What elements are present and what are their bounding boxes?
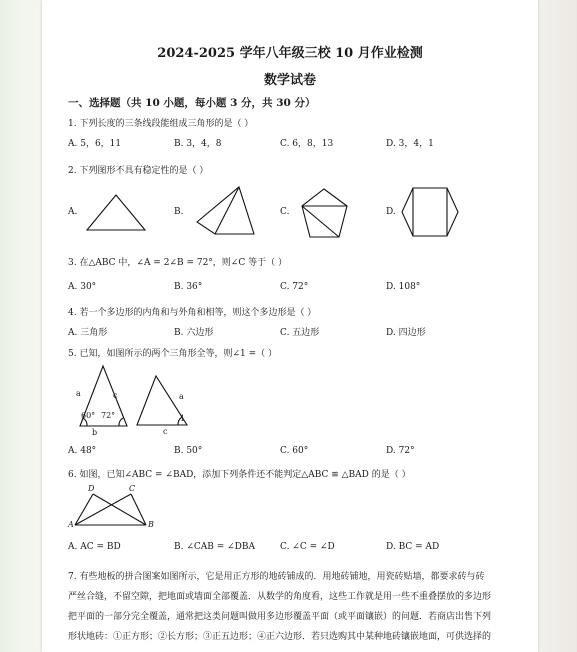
q5-option-c: C. 60°: [280, 446, 309, 456]
question-7-line-2: 严丝合缝，不留空隙，把地面或墙面全部覆盖．从数学的角度看，这些工作就是用一些不重叠摆放的多边形: [68, 592, 492, 602]
q6-option-a: A. AC = BD: [68, 542, 121, 552]
q4-option-a: A. 三角形: [68, 328, 108, 338]
q5-label-1: 1: [180, 414, 186, 423]
q5-option-a: A. 48°: [68, 446, 97, 456]
q2-option-b: B.: [174, 207, 184, 217]
q6-figure: [42, 0, 538, 652]
q5-label-a2: a: [179, 392, 184, 401]
exam-subtitle: 数学试卷: [263, 73, 316, 88]
section-heading: 一、选择题（共 10 小题，每小题 3 分，共 30 分）: [68, 97, 316, 109]
q5-option-d: D. 72°: [386, 446, 415, 456]
question-2: 2. 下列图形不具有稳定性的是（ ）: [68, 166, 209, 176]
q4-option-d: D. 四边形: [386, 328, 426, 338]
q5-label-60: 60°: [81, 411, 96, 420]
q5-label-a: a: [76, 389, 81, 398]
exam-page: [42, 0, 538, 652]
q6-label-b: B: [148, 520, 154, 529]
q4-option-b: B. 六边形: [174, 328, 214, 338]
q5-label-b: b: [92, 428, 98, 437]
q2-option-a: A.: [68, 207, 78, 217]
question-4: 4. 若一个多边形的内角和与外角和相等，则这个多边形是（ ）: [68, 308, 317, 318]
q2-option-d: D.: [386, 207, 396, 217]
q5-label-c2: c: [163, 427, 168, 436]
q4-option-c: C. 五边形: [280, 328, 320, 338]
q2-option-c: C.: [280, 207, 290, 217]
question-7-line-1: 7. 有些地板的拼合图案如图所示，它是用正方形的地砖铺成的．用地砖铺地，用瓷砖贴墙，都要求砖与砖: [68, 572, 485, 582]
q1-option-b: B. 3，4，8: [174, 139, 222, 149]
q5-label-72: 72°: [101, 411, 116, 420]
question-7-line-4: 形状地砖：①正方形；②长方形；③正五边形；④正六边形．若只选购其中某种地砖镶嵌地面，可供选择的: [68, 632, 492, 642]
q1-option-d: D. 3，4，1: [386, 139, 434, 149]
q3-option-b: B. 36°: [174, 282, 203, 292]
q6-option-b: B. ∠CAB = ∠DBA: [174, 542, 256, 552]
q3-option-d: D. 108°: [386, 282, 421, 292]
q6-label-a: A: [68, 520, 74, 529]
q1-option-c: C. 6，8，13: [280, 139, 334, 149]
exam-title: 2024-2025 学年八年级三校 10 月作业检测: [157, 46, 423, 61]
q6-label-d: D: [88, 484, 95, 493]
q3-option-c: C. 72°: [280, 282, 309, 292]
q6-option-c: C. ∠C = ∠D: [280, 542, 335, 552]
question-1: 1. 下列长度的三条线段能组成三角形的是（ ）: [68, 119, 254, 129]
q6-label-c: C: [129, 484, 136, 493]
q5-label-c: c: [113, 391, 118, 400]
q3-option-a: A. 30°: [68, 282, 97, 292]
question-5: 5. 已知，如图所示的两个三角形全等，则∠1 =（ ）: [68, 349, 277, 359]
q5-option-b: B. 50°: [174, 446, 203, 456]
question-3: 3. 在△ABC 中，∠A = 2∠B = 72°，则∠C 等于（ ）: [68, 258, 287, 268]
q1-option-a: A. 5，6，11: [68, 139, 122, 149]
question-6: 6. 如图，已知∠ABC = ∠BAD，添加下列条件还不能判定△ABC ≌ △BAD 的是（ ）: [68, 470, 411, 480]
question-7-line-3: 把平面的一部分完全覆盖，通常把这类问题叫做用多边形覆盖平面（或平面镶嵌）的问题．若商店出售下列: [68, 612, 492, 622]
q6-option-d: D. BC = AD: [386, 542, 440, 552]
